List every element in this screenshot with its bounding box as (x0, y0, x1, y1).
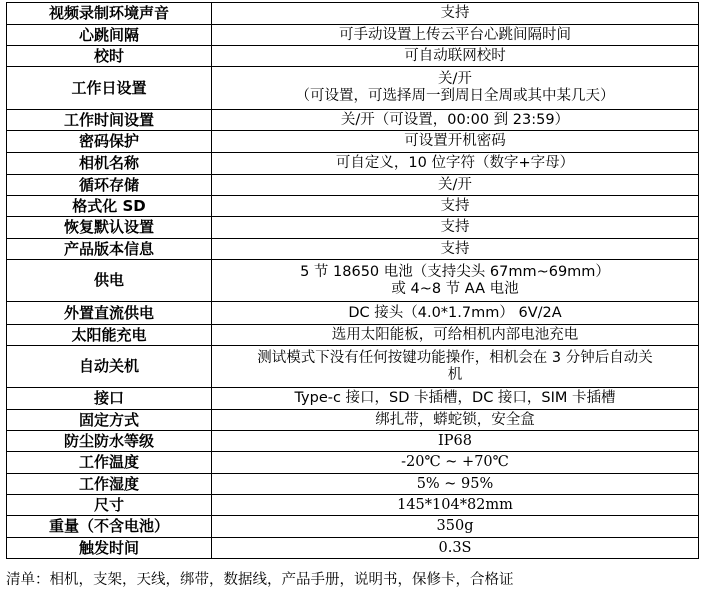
spec-value: IP68 (212, 431, 699, 452)
spec-value-line: 测试模式下没有任何按键功能操作，相机会在 3 分钟后自动关 (257, 349, 653, 366)
spec-label: 防尘防水等级 (7, 431, 212, 452)
spec-label: 恢复默认设置 (7, 217, 212, 239)
table-row (7, 325, 699, 346)
table-row (7, 260, 699, 302)
spec-value: 可手动设置上传云平台心跳间隔时间 (212, 25, 699, 46)
spec-value: -20℃ ~ +70℃ (212, 452, 699, 474)
spec-value: 选用太阳能板，可给相机内部电池充电 (212, 325, 699, 346)
spec-value (212, 346, 699, 388)
spec-label: 固定方式 (7, 410, 212, 431)
table-row (7, 452, 699, 474)
spec-label: 密码保护 (7, 131, 212, 153)
spec-value: DC 接头（4.0*1.7mm） 6V/2A (212, 302, 699, 325)
spec-label: 格式化 SD (7, 196, 212, 217)
spec-label: 视频录制环境声音 (7, 3, 212, 25)
spec-label: 尺寸 (7, 495, 212, 516)
spec-label: 工作时间设置 (7, 110, 212, 131)
package-contents-note: 清单：相机，支架，天线，绑带，数据线，产品手册，说明书，保修卡，合格证 (6, 572, 514, 588)
spec-value: 可自动联网校时 (212, 46, 699, 67)
spec-label: 工作湿度 (7, 474, 212, 495)
spec-value-line: 或 4~8 节 AA 电池 (391, 280, 519, 297)
spec-label: 心跳间隔 (7, 25, 212, 46)
spec-label: 接口 (7, 388, 212, 410)
spec-label: 太阳能充电 (7, 325, 212, 346)
spec-value-line: 5 节 18650 电池（支持尖头 67mm~69mm） (300, 263, 610, 280)
spec-value: 可设置开机密码 (212, 131, 699, 153)
spec-value-line: 关/开 (438, 71, 472, 87)
spec-value: 支持 (212, 217, 699, 239)
spec-label: 相机名称 (7, 153, 212, 175)
table-row (7, 46, 699, 67)
spec-value (212, 67, 699, 110)
spec-value: 145*104*82mm (212, 495, 699, 516)
spec-value-line: 机 (447, 366, 463, 383)
spec-label: 自动关机 (7, 346, 212, 388)
spec-label: 供电 (7, 260, 212, 302)
spec-value: Type-c 接口，SD 卡插槽，DC 接口，SIM 卡插槽 (212, 388, 699, 410)
table-row (7, 538, 699, 559)
table-row (7, 302, 699, 325)
table-row (7, 153, 699, 175)
table-row (7, 25, 699, 46)
spec-label: 工作温度 (7, 452, 212, 474)
spec-value: 支持 (212, 239, 699, 260)
spec-value: 支持 (212, 3, 699, 25)
spec-label: 校时 (7, 46, 212, 67)
spec-value: 0.3S (212, 538, 699, 559)
table-row (7, 431, 699, 452)
table-row (7, 239, 699, 260)
spec-label: 重量（不含电池） (7, 516, 212, 538)
spec-value: 关/开 (212, 175, 699, 196)
table-row (7, 3, 699, 25)
spec-label: 循环存储 (7, 175, 212, 196)
table-row (7, 495, 699, 516)
table-row (7, 175, 699, 196)
table-row (7, 131, 699, 153)
table-row (7, 410, 699, 431)
spec-label: 工作日设置 (7, 67, 212, 110)
table-row (7, 474, 699, 495)
table-row (7, 516, 699, 538)
spec-value: 支持 (212, 196, 699, 217)
table-row (7, 67, 699, 110)
spec-label: 产品版本信息 (7, 239, 212, 260)
spec-value: 绑扎带，蟒蛇锁，安全盒 (212, 410, 699, 431)
spec-value (212, 260, 699, 302)
table-row (7, 217, 699, 239)
spec-label: 触发时间 (7, 538, 212, 559)
spec-label: 外置直流供电 (7, 302, 212, 325)
table-row (7, 388, 699, 410)
spec-value: 关/开（可设置，00:00 到 23:59） (212, 110, 699, 131)
spec-value: 可自定义，10 位字符（数字+字母） (212, 153, 699, 175)
table-row (7, 110, 699, 131)
table-row (7, 196, 699, 217)
spec-value: 350g (212, 516, 699, 538)
spec-table (6, 2, 699, 559)
spec-value: 5% ~ 95% (212, 474, 699, 495)
table-row (7, 346, 699, 388)
spec-value-line: （可设置，可选择周一到周日全周或其中某几天） (295, 88, 615, 104)
